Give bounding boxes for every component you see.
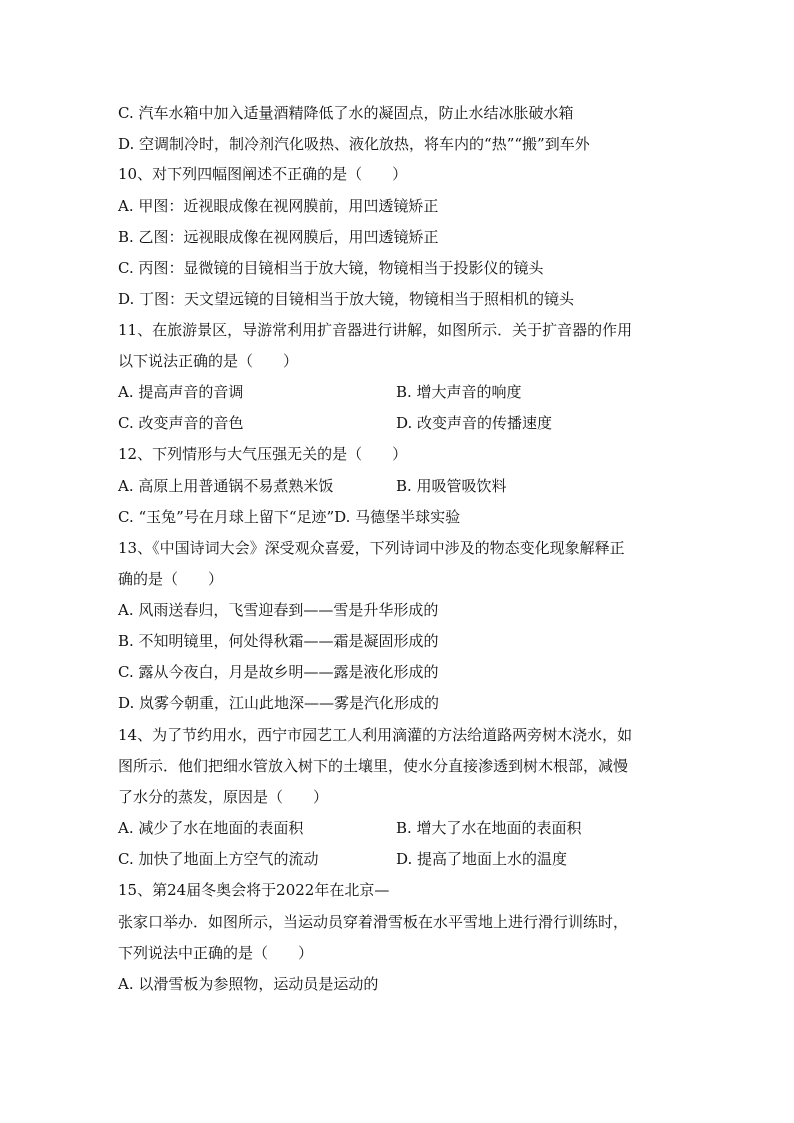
q14-option-a: A. 减少了水在地面的表面积 <box>118 819 304 837</box>
q14-option-c: C. 加快了地面上方空气的流动 <box>118 850 319 868</box>
q15-stem-line3: 下列说法中正确的是（ ） <box>118 944 314 962</box>
q10-stem: 10、对下列四幅图阐述不正确的是（ ） <box>118 165 408 183</box>
q9-option-c: C. 汽车水箱中加入适量酒精降低了水的凝固点，防止水结冰胀破水箱 <box>118 104 574 122</box>
q14-stem-line2: 图所示．他们把细水管放入树下的土壤里，使水分直接渗透到树木根部，减慢 <box>118 757 629 775</box>
q12-options-cd: C. “玉兔”号在月球上留下“足迹”D. 马德堡半球实验 <box>118 508 461 526</box>
q9-option-d: D. 空调制冷时，制冷剂汽化吸热、液化放热，将车内的“热”“搬”到车外 <box>118 135 590 153</box>
q15-option-a: A. 以滑雪板为参照物，运动员是运动的 <box>118 975 379 993</box>
q11-option-d: D. 改变声音的传播速度 <box>396 414 553 432</box>
q11-option-b: B. 增大声音的响度 <box>396 383 522 401</box>
q12-stem: 12、下列情形与大气压强无关的是（ ） <box>118 445 408 463</box>
q13-stem-line2: 确的是（ ） <box>118 570 224 588</box>
q12-option-b: B. 用吸管吸饮料 <box>396 477 507 495</box>
q11-stem-line1: 11、在旅游景区，导游常利用扩音器进行讲解，如图所示．关于扩音器的作用 <box>118 321 633 339</box>
q13-option-c: C. 露从今夜白，月是故乡明——露是液化形成的 <box>118 663 439 681</box>
q11-option-a: A. 提高声音的音调 <box>118 383 244 401</box>
q10-option-a: A. 甲图：近视眼成像在视网膜前，用凹透镜矫正 <box>118 197 439 215</box>
q14-option-b: B. 增大了水在地面的表面积 <box>396 819 582 837</box>
q15-stem-line2: 张家口举办．如图所示，当运动员穿着滑雪板在水平雪地上进行滑行训练时， <box>118 913 629 931</box>
q13-option-a: A. 风雨送春归，飞雪迎春到——雪是升华形成的 <box>118 601 439 619</box>
q13-stem-line1: 13、《中国诗词大会》深受观众喜爱，下列诗词中涉及的物态变化现象解释正 <box>118 539 625 557</box>
q11-option-c: C. 改变声音的音色 <box>118 414 244 432</box>
q13-option-b: B. 不知明镜里，何处得秋霜——霜是凝固形成的 <box>118 632 439 650</box>
q11-stem-line2: 以下说法正确的是（ ） <box>118 352 299 370</box>
q10-option-c: C. 丙图：显微镜的目镜相当于放大镜，物镜相当于投影仪的镜头 <box>118 259 544 277</box>
q14-option-d: D. 提高了地面上水的温度 <box>396 850 568 868</box>
q14-stem-line3: 了水分的蒸发，原因是（ ） <box>118 788 329 806</box>
q10-option-b: B. 乙图：远视眼成像在视网膜后，用凹透镜矫正 <box>118 228 439 246</box>
q15-stem-line1: 15、第24届冬奥会将于2022年在北京— <box>118 881 390 899</box>
q10-option-d: D. 丁图：天文望远镜的目镜相当于放大镜，物镜相当于照相机的镜头 <box>118 290 575 308</box>
q13-option-d: D. 岚雾今朝重，江山此地深——雾是汽化形成的 <box>118 694 440 712</box>
q12-option-a: A. 高原上用普通锅不易煮熟米饭 <box>118 477 334 495</box>
q14-stem-line1: 14、为了节约用水，西宁市园艺工人利用滴灌的方法给道路两旁树木浇水，如 <box>118 726 633 744</box>
